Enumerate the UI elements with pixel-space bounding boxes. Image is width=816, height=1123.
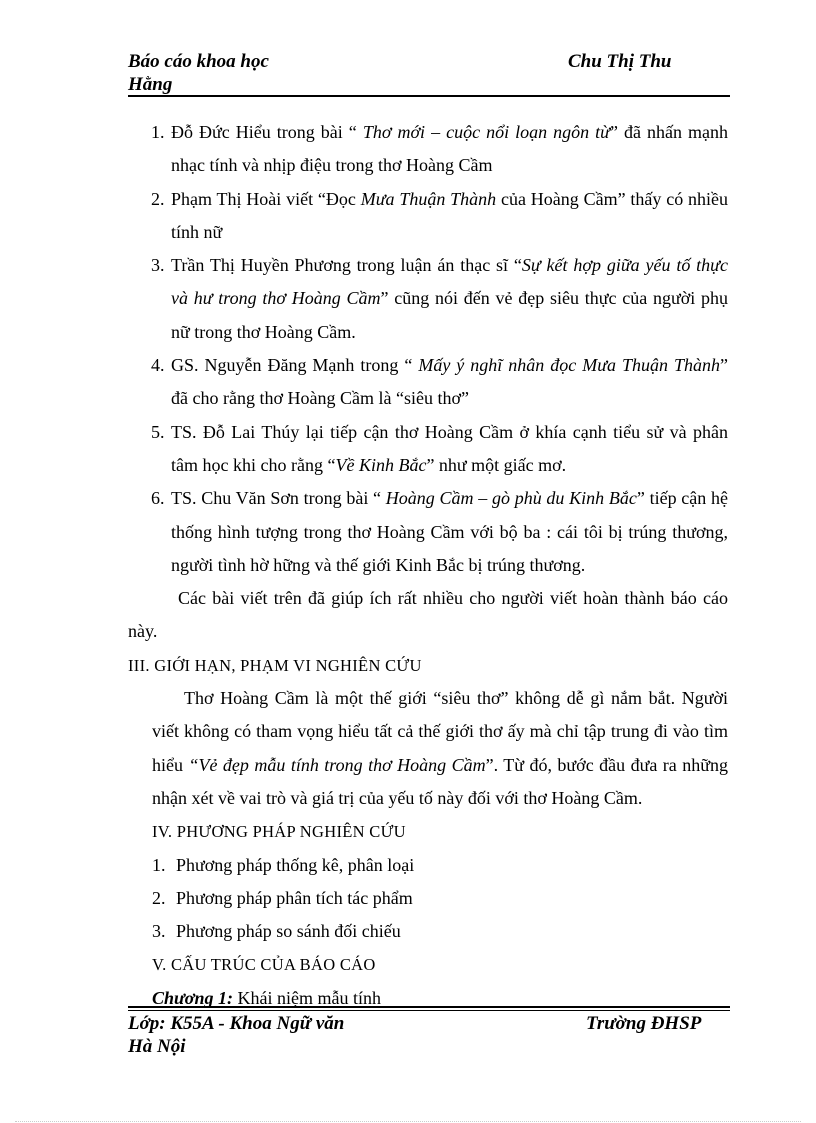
reference-text: ” đã cho rằng thơ Hoàng Cầm là “siêu thơ” — [171, 355, 728, 409]
page-header — [128, 50, 730, 96]
reference-item — [128, 249, 728, 349]
method-item — [128, 849, 728, 882]
method-text: Phương pháp thống kê, phân loại — [176, 854, 415, 875]
reference-title: Sự kết hợp giữa yếu tố thực và hư trong thơ Hoàng Cầm — [171, 255, 728, 309]
chapter-label: Chương 1: — [152, 987, 233, 1008]
section-3-paragraph — [128, 682, 728, 815]
method-item — [128, 915, 728, 948]
header-author: Chu Thị Thu — [568, 51, 672, 72]
header-report-title: Báo cáo khoa học — [128, 51, 269, 72]
section-3-heading: III. GIỚI HẠN, PHẠM VI NGHIÊN CỨU — [128, 655, 422, 675]
list-number: 1. — [151, 122, 165, 142]
list-number: 5. — [151, 421, 165, 442]
reference-title: Mưa Thuận Thành — [360, 188, 497, 209]
footer-divider — [128, 1006, 730, 1011]
list-number: 1. — [152, 854, 166, 875]
reference-item — [128, 183, 728, 250]
reference-text: ” đã nhấn mạnh nhạc tính và nhịp điệu trong thơ Hoàng Cầm — [171, 122, 728, 176]
list-number: 2. — [151, 188, 165, 209]
reference-text: TS. Đỗ Lai Thúy lại tiếp cận thơ Hoàng Cầm ở khía cạnh tiểu sử và phân tâm học khi cho rằng “ — [171, 421, 728, 475]
reference-item — [128, 416, 728, 483]
paragraph-text: ”. Từ đó, bước đầu đưa ra những nhận xét về vai trò và giá trị của yếu tố này đối với thơ Hoàng Cầm. — [152, 754, 729, 808]
list-number: 2. — [152, 887, 166, 908]
reference-title: Hoàng Cầm – gò phù du Kinh Bắc — [385, 488, 637, 509]
list-number: 3. — [152, 921, 166, 942]
reference-text: của Hoàng Cầm” thấy có nhiều tính nữ — [171, 188, 728, 242]
reference-text: GS. Nguyễn Đăng Mạnh trong “ — [171, 355, 419, 376]
method-text: Phương pháp phân tích tác phẩm — [176, 887, 413, 908]
section-4-heading: IV. PHƯƠNG PHÁP NGHIÊN CỨU — [152, 822, 406, 842]
paragraph-text: Thơ Hoàng Cầm là một thế giới “siêu thơ” không dễ gì nắm bắt. Người viết không có tham vọng hiểu tất cả thế giới thơ ấy mà chỉ tập trung đi vào tìm hiểu — [152, 688, 728, 775]
reference-item — [128, 349, 728, 416]
reference-title: Mấy ý nghĩ nhân đọc Mưa Thuận Thành — [418, 355, 720, 376]
reference-text: Phạm Thị Hoài viết “Đọc — [171, 188, 361, 209]
method-item — [128, 882, 728, 915]
header-author-wrap: Hằng — [128, 74, 173, 95]
document-body — [128, 116, 728, 1015]
footer-class-info: Lớp: K55A - Khoa Ngữ văn — [128, 1013, 345, 1034]
reference-item — [128, 482, 728, 582]
reference-title: Về Kinh Bắc — [335, 454, 427, 475]
list-number: 6. — [151, 488, 165, 509]
method-text: Phương pháp so sánh đối chiếu — [176, 921, 401, 942]
references-list — [128, 116, 728, 582]
reference-text: ” như một giấc mơ. — [426, 454, 567, 475]
footer-school: Trường ĐHSP — [586, 1013, 702, 1034]
reference-item — [128, 116, 728, 183]
chapter-title: Khái niệm mẫu tính — [232, 987, 381, 1008]
reference-text: TS. Chu Văn Sơn trong bài “ — [171, 488, 386, 509]
paragraph-italic-title: “Vẻ đẹp mẫu tính trong thơ Hoàng Cầm — [188, 754, 486, 775]
reference-text: Đỗ Đức Hiểu trong bài “ — [171, 122, 363, 142]
methods-list — [128, 849, 728, 949]
list-number: 3. — [151, 255, 165, 276]
footer-school-wrap: Hà Nội — [128, 1036, 186, 1057]
summary-paragraph: Các bài viết trên đã giúp ích rất nhiều cho người viết hoàn thành báo cáo này. — [128, 588, 728, 642]
header-divider — [128, 95, 730, 97]
reference-text: ” cũng nói đến vẻ đẹp siêu thực của người phụ nữ trong thơ Hoàng Cầm. — [171, 288, 728, 342]
section-5-heading: V. CẤU TRÚC CỦA BÁO CÁO — [152, 955, 376, 975]
list-number: 4. — [151, 355, 165, 376]
reference-text: Trần Thị Huyền Phương trong luận án thạc sĩ “ — [171, 255, 522, 276]
reference-text: ” tiếp cận hệ thống hình tượng trong thơ Hoàng Cầm với bộ ba : cái tôi bị trúng thương, người tình hờ hững và thế giới Kinh Bắc bị trúng thương. — [171, 488, 729, 575]
reference-title: Thơ mới – cuộc nổi loạn ngôn từ — [362, 122, 610, 142]
page-footer — [128, 1012, 730, 1058]
